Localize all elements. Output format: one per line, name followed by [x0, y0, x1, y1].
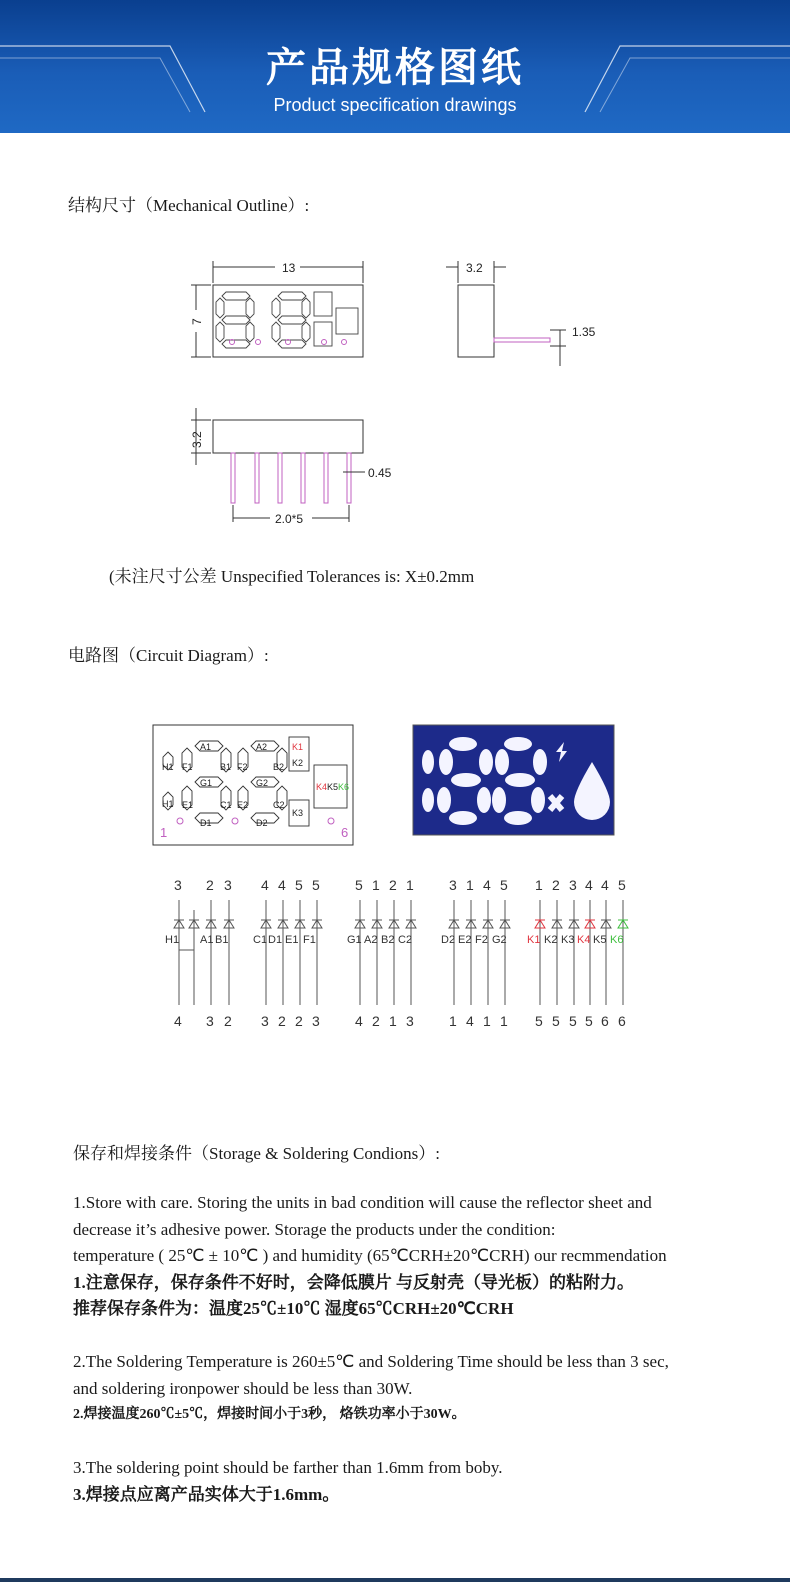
- seg-label-c1: C1: [220, 800, 232, 810]
- pin-top: 4: [585, 877, 593, 893]
- circuit-heading: 电路图（Circuit Diagram）:: [68, 646, 269, 665]
- seg-label-h1-bottom: H1: [162, 799, 174, 809]
- icon-label-k5: K5: [327, 782, 339, 792]
- p1-cn-line-1: 1.注意保存，保存条件不好时，会降低膜片 与反射壳（导光板）的粘附力。: [73, 1272, 634, 1292]
- dim-width-label: 13: [282, 261, 296, 275]
- diode-label-d1: D1: [268, 934, 283, 946]
- p3-en-line: 3.The soldering point should be farther than 1.6mm from boby.: [73, 1458, 503, 1477]
- p2-en-line-1: 2.The Soldering Temperature is 260±5℃ and Soldering Time should be less than 3 sec,: [73, 1352, 669, 1371]
- pin-bottom: 3: [206, 1013, 214, 1029]
- pin-bottom: 2: [278, 1013, 286, 1029]
- pin-1-marker: 1: [160, 825, 168, 840]
- header-banner: [0, 0, 790, 133]
- seg-label-f2: F2: [237, 762, 248, 772]
- diode-label-k4: K4: [577, 934, 591, 946]
- bottom-divider: [0, 1578, 790, 1582]
- pin-top: 2: [389, 877, 397, 893]
- diode-label-f2: F2: [475, 934, 488, 946]
- pin-top: 4: [601, 877, 609, 893]
- seg-label-e1: E1: [182, 800, 194, 810]
- seg-label-a2: A2: [256, 742, 268, 752]
- pin-bottom: 1: [500, 1013, 508, 1029]
- pin-bottom: 5: [535, 1013, 543, 1029]
- pin-bottom: 5: [569, 1013, 577, 1029]
- diode-label-a1: A1: [200, 934, 214, 946]
- diode-label-h1: H1: [165, 934, 180, 946]
- icon-label-k1: K1: [292, 742, 304, 752]
- pin-bottom: 4: [355, 1013, 363, 1029]
- pin-top: 3: [224, 877, 232, 893]
- pin-top: 5: [295, 877, 303, 893]
- pin-top: 1: [406, 877, 414, 893]
- seg-label-d2: D2: [256, 818, 268, 828]
- pin-6-marker: 6: [341, 825, 349, 840]
- circuit-diagram: [0, 720, 790, 1040]
- seg-label-f1: F1: [182, 762, 193, 772]
- seg-label-h1-top: H1: [162, 762, 174, 772]
- diode-group-2: [261, 900, 322, 1005]
- pin-top: 4: [483, 877, 491, 893]
- p2-en-line-2: and soldering ironpower should be less than 30W.: [73, 1378, 413, 1398]
- seg-label-c2: C2: [273, 800, 285, 810]
- diode-group-3: [355, 900, 416, 1005]
- icon-label-k6: K6: [338, 782, 350, 792]
- page-subtitle: Product specification drawings: [273, 95, 517, 115]
- diode-label-c2: C2: [398, 934, 413, 946]
- pin-top: 5: [312, 877, 320, 893]
- pin-bottom: 6: [601, 1013, 609, 1029]
- diode-label-b1: B1: [215, 934, 229, 946]
- pin-top: 3: [174, 877, 182, 893]
- pin-bottom: 1: [449, 1013, 457, 1029]
- pin-top: 4: [278, 877, 286, 893]
- seg-label-g2: G2: [256, 778, 269, 788]
- diode-label-a2: A2: [364, 934, 378, 946]
- pin-top: 3: [449, 877, 457, 893]
- pin-bottom: 3: [406, 1013, 414, 1029]
- dim-pin-offset-label: 1.35: [572, 325, 596, 339]
- diode-label-g1: G1: [347, 934, 362, 946]
- pin-bottom: 2: [372, 1013, 380, 1029]
- storage-paragraph-1: [73, 1190, 753, 1323]
- seg-label-e2: E2: [237, 800, 249, 810]
- pin-bottom: 3: [312, 1013, 320, 1029]
- seg-label-d1: D1: [200, 818, 212, 828]
- p1-en-line-1: 1.Store with care. Storing the units in bad condition will cause the reflector sheet and: [73, 1193, 652, 1212]
- diode-label-c1: C1: [253, 934, 268, 946]
- tolerance-note: (未注尺寸公差 Unspecified Tolerances is: X±0.2mm: [109, 567, 475, 586]
- pin-top: 5: [355, 877, 363, 893]
- pin-top: 1: [535, 877, 543, 893]
- icon-label-k4: K4: [316, 782, 328, 792]
- p2-cn-line: 2.焊接温度260℃±5℃，焊接时间小于3秒， 烙铁功率小于30W。: [73, 1407, 466, 1422]
- diode-label-d2: D2: [441, 934, 456, 946]
- pin-top: 4: [261, 877, 269, 893]
- diode-group-1: [174, 900, 234, 1005]
- dim-pin-width-label: 0.45: [368, 466, 392, 480]
- pin-top: 1: [372, 877, 380, 893]
- p1-en-line-3: temperature ( 25℃ ± 10℃ ) and humidity (65℃CRH±20℃CRH) our recmmendation: [73, 1246, 667, 1265]
- diode-label-k5: K5: [593, 934, 607, 946]
- pin-top: 5: [618, 877, 626, 893]
- diode-label-b2: B2: [381, 934, 395, 946]
- pin-top: 2: [552, 877, 560, 893]
- diode-group-5: [535, 900, 628, 1005]
- diode-label-k1: K1: [527, 934, 541, 946]
- pin-top: 5: [500, 877, 508, 893]
- icon-label-k2: K2: [292, 758, 304, 768]
- dim-height-label: 7: [190, 318, 204, 325]
- icon-label-k3: K3: [292, 808, 304, 818]
- p1-cn-line-2: 推荐保存条件为：温度25℃±10℃ 湿度65℃CRH±20℃CRH: [73, 1299, 514, 1318]
- soldering-paragraph-2: [73, 1349, 753, 1429]
- diode-group-4: [449, 900, 510, 1005]
- pin-top: 2: [206, 877, 214, 893]
- diode-label-e1: E1: [285, 934, 299, 946]
- dim-depth-side-label: 3.2: [466, 261, 483, 275]
- dim-depth-bottom-label: 3.2: [190, 431, 204, 448]
- pin-bottom: 5: [552, 1013, 560, 1029]
- pin-bottom: 4: [174, 1013, 182, 1029]
- p1-en-line-2: decrease it’s adhesive power. Storage the products under the condition:: [73, 1219, 556, 1239]
- diode-label-e2: E2: [458, 934, 472, 946]
- pin-bottom: 1: [483, 1013, 491, 1029]
- pin-bottom: 2: [224, 1013, 232, 1029]
- pin-bottom: 2: [295, 1013, 303, 1029]
- diode-label-k3: K3: [561, 934, 575, 946]
- diode-label-g2: G2: [492, 934, 507, 946]
- dim-pitch-label: 2.0*5: [275, 512, 304, 526]
- mechanical-drawing: [0, 250, 790, 540]
- seg-label-g1: G1: [200, 778, 213, 788]
- pin-bottom: 5: [585, 1013, 593, 1029]
- soldering-paragraph-3: [73, 1455, 753, 1508]
- pin-bottom: 3: [261, 1013, 269, 1029]
- seg-label-a1: A1: [200, 742, 212, 752]
- pin-bottom: 6: [618, 1013, 626, 1029]
- seg-label-b1: B1: [220, 762, 232, 772]
- pin-bottom: 1: [389, 1013, 397, 1029]
- pin-top: 3: [569, 877, 577, 893]
- diode-label-f1: F1: [303, 934, 316, 946]
- diode-label-k6: K6: [610, 934, 624, 946]
- seg-label-b2: B2: [273, 762, 285, 772]
- front-view-body: [213, 285, 363, 357]
- mechanical-heading: 结构尺寸（Mechanical Outline）:: [68, 196, 310, 215]
- p3-cn-line: 3.焊接点应离产品实体大于1.6mm。: [73, 1484, 340, 1504]
- page-title: 产品规格图纸: [266, 45, 524, 91]
- diode-label-k2: K2: [544, 934, 558, 946]
- pin-bottom: 4: [466, 1013, 474, 1029]
- storage-heading: 保存和焊接条件（Storage & Soldering Condions）:: [73, 1144, 440, 1163]
- pin-top: 1: [466, 877, 474, 893]
